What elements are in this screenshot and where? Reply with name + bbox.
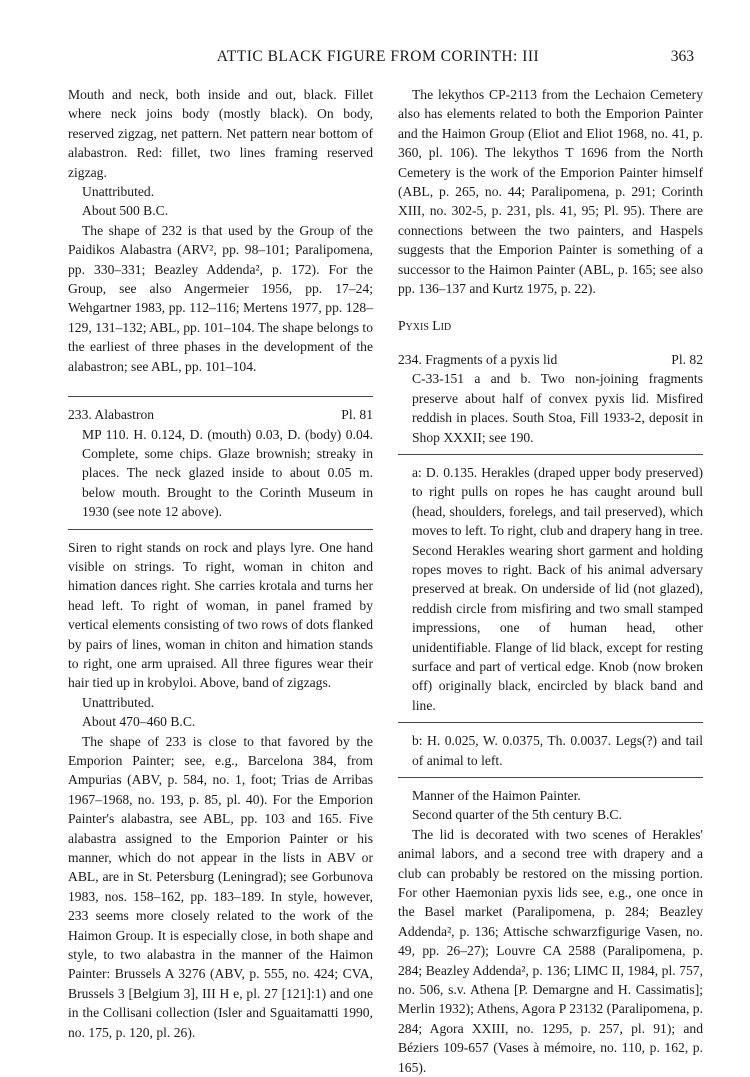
right-column (398, 85, 703, 1077)
section-title: Pyxis Lid (398, 318, 452, 334)
catalog-description: C-33-151 a and b. Two non-joining fragments preserve about half of convex pyxis lid. Misfired reddish in places. South Stoa, Fill 1933-2, deposit in Shop XXXII; see 190. (412, 371, 703, 445)
entry-heading-234 (398, 350, 703, 369)
running-head (62, 48, 694, 70)
paragraph: The lekythos CP-2113 from the Lechaion Cemetery also has elements related to both the Emporion Painter and the Haimon Group (Eliot and Eliot 1968, no. 41, p. 360, pl. 106). The lekythos T 1696 from the North Cemetery is the work of the Emporion Painter himself (ABL, p. 265, no. 44; Paralipomena, p. 291; Corinth XIII, no. 302-5, p. 231, pls. 41, 95; Pl. 95). There are connections between the two painters, and Haspels suggests that the Emporion Painter is something of a successor to the Haimon Painter (ABL, p. 165; see also pp. 136–137 and Kurtz 1975, p. 22). (398, 87, 703, 297)
attribution: Unattributed. (82, 694, 155, 710)
page-number: 363 (670, 48, 694, 65)
paragraph: Siren to right stands on rock and plays lyre. One hand visible on strings. To right, woman in chiton and himation dances right. She carries krotala and turns her head left. To right of woman, in panel framed by vertical elements consisting of two rows of dots flanked by pairs of lines, woman in chiton and himation stands to right, one arm upraised. All three figures wear their hair tied up in krobyloi. Above, band of zigzags. (68, 539, 373, 691)
plate-ref: Pl. 82 (671, 351, 703, 367)
entry-divider (398, 777, 703, 778)
left-column (68, 85, 373, 1042)
plate-ref: Pl. 81 (341, 407, 373, 423)
entry-divider (68, 396, 373, 397)
date-line: Second quarter of the 5th century B.C. (412, 807, 622, 823)
attribution: Unattributed. (82, 184, 155, 200)
entry-divider (398, 722, 703, 723)
paragraph: Mouth and neck, both inside and out, black. Fillet where neck joins body (mostly black). On body, reserved zigzag, net pattern. Net pattern near bottom of alabastron. Red: fillet, two lines framing reserved zigzag. (68, 87, 373, 180)
running-title: ATTIC BLACK FIGURE FROM CORINTH: III (216, 48, 540, 65)
fragment-a-description: a: D. 0.135. Herakles (draped upper body preserved) to right pulls on ropes he has caught around bull (head, shoulders, forelegs, and tail preserved), which moves to left. To right, club and drapery hang in tree. Second Herakles wearing short garment and holding ropes moves to right. Back of his animal adversary preserved at break. On underside of lid (not glazed), reddish circle from misfiring and two small stamped impressions, one of human head, other unidentifiable. Flange of lid black, except for resting surface and part of vertical edge. Knob (now broken off) originally black, encircled by black band and line. (412, 464, 703, 713)
entry-divider (68, 529, 373, 530)
attribution: Manner of the Haimon Painter. (412, 788, 581, 803)
fragment-b-description: b: H. 0.025, W. 0.0375, Th. 0.0037. Legs(?) and tail of animal to left. (412, 733, 703, 768)
entry-title: 234. Fragments of a pyxis lid (398, 351, 558, 367)
entry-divider (398, 454, 703, 455)
paragraph: The lid is decorated with two scenes of Herakles' animal labors, and a second tree with drapery and a club can probably be restored on the missing portion. For other Haemonian pyxis lids see, e.g., one once in the Basel market (Paralipomena, p. 284; Beazley Addenda², p. 136; Attische schwarzfigurige Vasen, no. 49, pp. 26–27); Louvre CA 2588 (Paralipomena, p. 284; Beazley Addenda², p. 136; LIMC II, 1984, pl. 757, no. 506, s.v. Athena [P. Demargne and H. Cassimatis]; Merlin 1932); Athens, Agora P 23132 (Paralipomena, p. 284; Agora XXIII, no. 1295, p. 257, pl. 91); and Béziers 109-657 (Vases à mémoire, no. 110, p. 162, p. 165). (398, 826, 703, 1075)
entry-title: 233. Alabastron (68, 407, 155, 423)
entry-heading-233 (68, 405, 373, 424)
catalog-description: MP 110. H. 0.124, D. (mouth) 0.03, D. (body) 0.04. Complete, some chips. Glaze brownish; streaky in places. The neck glazed inside to about 0.05 m. below mouth. Brought to the Corinth Museum in 1930 (see note 12 above). (82, 426, 373, 520)
date-line: About 500 B.C. (82, 203, 169, 219)
paragraph: The shape of 232 is that used by the Group of the Paidikos Alabastra (ARV², pp. 98–101; Paralipomena, pp. 330–331; Beazley Addenda², p. 172). For the Group, see also Angermeier 1956, pp. 17–24; Wehgartner 1983, pp. 112–116; Mertens 1977, pp. 128–129, 131–132; ABL, pp. 101–104. The shape belongs to the earliest of three phases in the development of the alabastron; see ABL, pp. 101–104. (68, 222, 373, 374)
paragraph: The shape of 233 is close to that favored by the Emporion Painter; see, e.g., Barcelona 384, from Ampurias (ABV, p. 584, no. 1, foot; Trias de Arribas 1967–1968, no. 193, p. 85, pl. 40). For the Emporion Painter's alabastra, see ABL, pp. 103 and 165. Five alabastra assigned to the Emporion Painter or his manner, which do not appear in the lists in ABV or ABL, are in St. Petersburg (Leningrad); see Gorbunova 1983, nos. 158–162, pp. 183–189. In style, however, 233 seems more closely related to the work of the Haimon Group. It is especially close, in both shape and style, to two alabastra in the manner of the Haimon Painter: Brussels A 3276 (ABV, p. 555, no. 424; CVA, Brussels 3 [Belgium 3], III H e, pl. 27 [121]:1) and one in the Collisani collection (Isler and Sguaitamatti 1990, no. 175, p. 120, pl. 26). (68, 733, 373, 1040)
date-line: About 470–460 B.C. (82, 714, 196, 730)
